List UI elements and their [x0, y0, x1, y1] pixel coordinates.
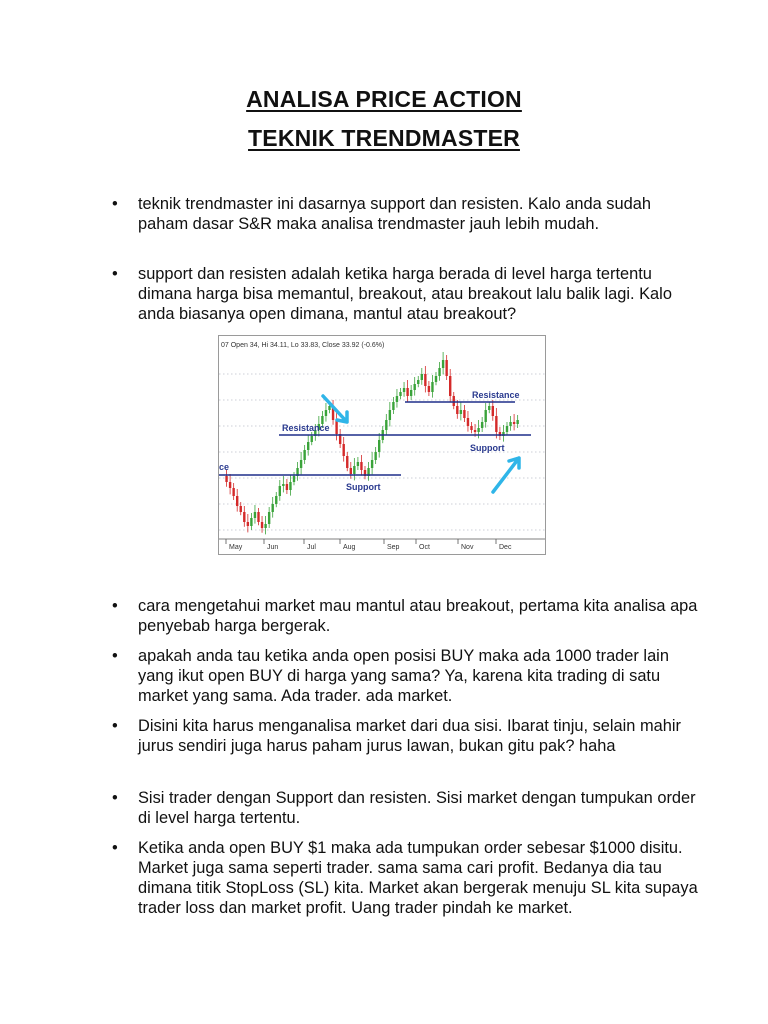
bullet-icon: • [112, 265, 118, 283]
list-item-text: Ketika anda open BUY $1 maka ada tumpukan order sebesar $1000 disitu. Market juga sama seperti trader. sama sama cari profit. Bedanya dia tau dimana titik StopLoss (SL) kita. Market akan bergerak menuju SL kita supaya trader loss dan market profit. Uang trader pindah ke market. [138, 839, 698, 917]
candle-body [477, 428, 479, 432]
candle-body [495, 416, 497, 432]
x-tick-label: Jul [307, 544, 316, 551]
candle-body [289, 482, 291, 490]
list-item-text: apakah anda tau ketika anda open posisi BUY maka ada 1000 trader lain yang ikut open BUY di harga yang sama? Ya, karena kita trading di satu market yang sama. Ada trader. ada market. [138, 647, 669, 705]
candle-body [435, 376, 437, 382]
bullet-icon: • [112, 839, 118, 857]
candle-body [254, 512, 256, 518]
partial-label: ce [219, 462, 230, 472]
candle-body [453, 396, 455, 406]
candle-body [410, 390, 412, 396]
candle-body [385, 420, 387, 430]
candle-body [303, 450, 305, 460]
candle-body [286, 484, 288, 490]
candle-body [371, 460, 373, 468]
list-item-text: support dan resisten adalah ketika harga berada di level harga tertentu dimana harga bisa memantul, breakout, atau breakout lalu balik lagi. Kalo anda biasanya open dimana, mantul atau breakout? [138, 265, 672, 323]
x-tick-label: May [229, 544, 243, 551]
candle-body [481, 422, 483, 428]
candle-body [509, 422, 511, 426]
candle-body [343, 444, 345, 456]
candle-body [311, 436, 313, 442]
candle-body [438, 368, 440, 376]
candle-body [374, 452, 376, 460]
candle-body [272, 504, 274, 512]
candle-body [428, 386, 430, 392]
candle-body [424, 374, 426, 386]
candle-body [399, 392, 401, 396]
x-tick-label: Dec [499, 544, 512, 551]
candle-body [456, 406, 458, 414]
candle-body [403, 388, 405, 392]
bullet-icon: • [112, 789, 118, 807]
candle-body [449, 376, 451, 396]
resistance-label-right: Resistance [472, 390, 520, 400]
chart-header: 07 Open 34, Hi 34.11, Lo 33.83, Close 33.92 (-0.6%) [221, 342, 385, 349]
x-tick-label: Sep [387, 544, 400, 551]
candle-body [236, 496, 238, 506]
candle-body [474, 430, 476, 432]
candle-body [264, 524, 266, 528]
candle-body [353, 466, 355, 474]
candle-body [307, 442, 309, 450]
candle-body [335, 420, 337, 434]
bullet-icon: • [112, 597, 118, 615]
candle-body [325, 410, 327, 416]
list-item-text: Sisi trader dengan Support dan resisten. Sisi market dengan tumpukan order di level harga tertentu. [138, 789, 696, 827]
list-item-text: cara mengetahui market mau mantul atau breakout, pertama kita analisa apa penyebab harga bergerak. [138, 597, 698, 635]
support-label-left: Support [346, 482, 381, 492]
candle-body [442, 360, 444, 368]
candle-body [247, 522, 249, 526]
page-subtitle: TEKNIK TRENDMASTER [248, 125, 520, 151]
candle-body [300, 460, 302, 468]
support-label-right: Support [470, 443, 505, 453]
x-tick-label: Oct [419, 544, 430, 551]
candle-body [463, 410, 465, 418]
price-chart-image [218, 335, 546, 555]
candle-body [445, 360, 447, 376]
price-chart-svg [219, 336, 545, 554]
candle-body [460, 410, 462, 414]
x-tick-label: Aug [343, 544, 356, 551]
candle-body [328, 406, 330, 410]
candle-body [414, 384, 416, 390]
x-tick-label: Jun [267, 544, 279, 551]
candle-body [421, 374, 423, 380]
candle-body [506, 426, 508, 432]
candle-body [257, 512, 259, 522]
bullet-icon: • [112, 195, 118, 213]
resistance-label-left: Resistance [282, 423, 330, 433]
candle-body [488, 406, 490, 410]
candle-body [470, 426, 472, 430]
candle-body [417, 380, 419, 384]
candle-body [406, 388, 408, 396]
bullet-icon: • [112, 647, 118, 665]
candle-body [279, 486, 281, 496]
candle-body [250, 518, 252, 526]
candle-body [431, 382, 433, 392]
candle-body [243, 512, 245, 522]
candle-body [392, 402, 394, 410]
candle-body [229, 482, 231, 488]
candle-body [275, 496, 277, 504]
candle-body [293, 476, 295, 482]
candle-body [485, 410, 487, 422]
arrow-up-icon [493, 458, 519, 492]
candle-body [232, 488, 234, 496]
candle-body [492, 406, 494, 416]
list-item-text: Disini kita harus menganalisa market dari dua sisi. Ibarat tinju, selain mahir jurus sendiri juga harus paham jurus lawan, bukan gitu pak? haha [138, 717, 681, 755]
x-axis [219, 539, 545, 551]
list-item-text: teknik trendmaster ini dasarnya support dan resisten. Kalo anda sudah paham dasar S&R maka analisa trendmaster jauh lebih mudah. [138, 195, 651, 233]
candle-body [240, 506, 242, 512]
candle-body [360, 462, 362, 470]
candle-body [225, 476, 227, 482]
candle-body [261, 522, 263, 528]
candle-body [346, 456, 348, 468]
candle-body [378, 440, 380, 452]
candle-body [396, 396, 398, 402]
candle-body [467, 418, 469, 426]
bullet-icon: • [112, 717, 118, 735]
x-tick-label: Nov [461, 544, 474, 551]
page-title: ANALISA PRICE ACTION [246, 86, 522, 112]
candle-body [282, 484, 284, 486]
candle-body [513, 422, 515, 424]
level-lines [219, 402, 531, 475]
candle-body [268, 512, 270, 524]
candle-body [350, 468, 352, 474]
candle-body [357, 462, 359, 466]
candle-body [389, 410, 391, 420]
candle-body [516, 420, 518, 424]
